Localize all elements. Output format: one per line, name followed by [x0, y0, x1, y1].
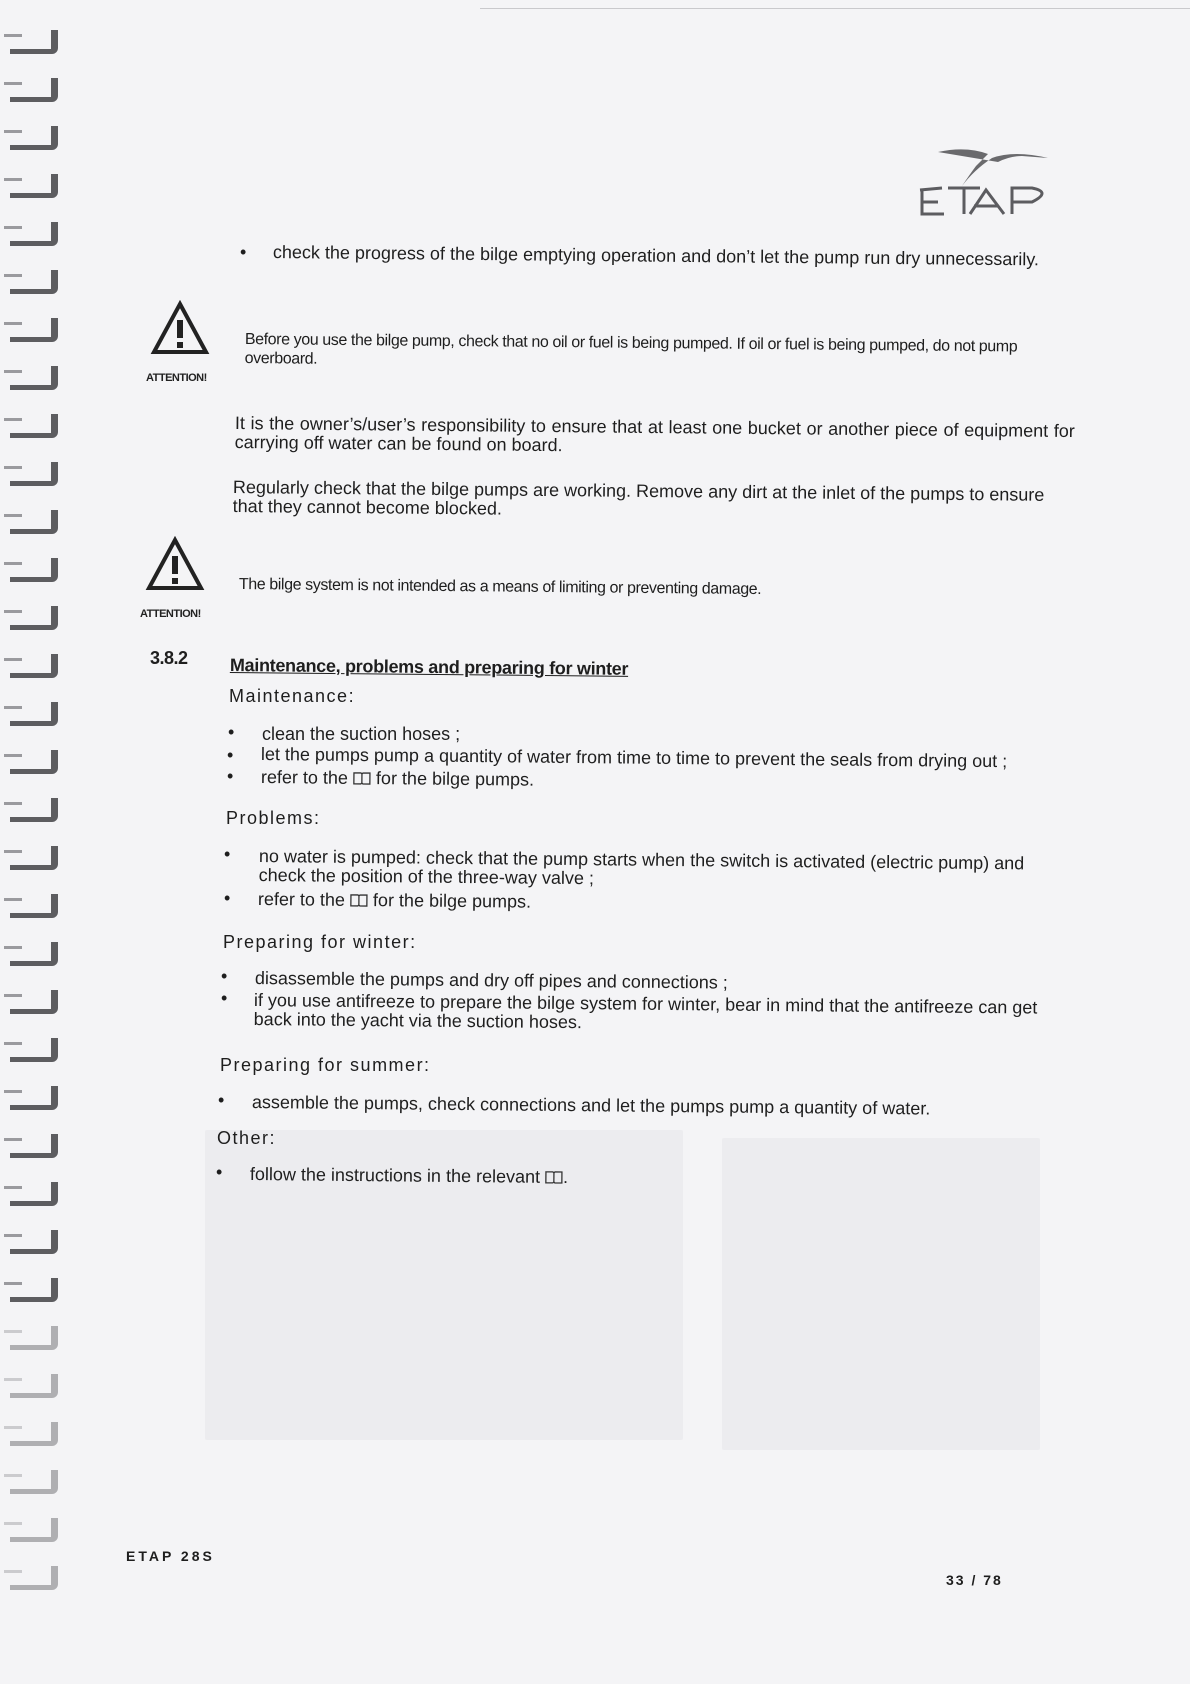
binding-ring: [10, 654, 58, 678]
binding-ring: [10, 990, 58, 1014]
binding-ring: [10, 318, 58, 342]
binding-ring: [10, 846, 58, 870]
check-pumps-paragraph: Regularly check that the bilge pumps are working. Remove any dirt at the inlet of the pumps to ensure that they cannot become blocked.: [232, 477, 1045, 519]
binding-ring: [10, 462, 58, 486]
binding-ring: [10, 942, 58, 966]
binding-ring: [10, 750, 58, 774]
warning-triangle-icon: [145, 536, 205, 592]
bullet-dot: •: [227, 745, 234, 765]
binding-ring: [10, 126, 58, 150]
other-heading: Other:: [217, 1128, 277, 1148]
item-text-post: for the bilge pumps.: [375, 768, 535, 790]
footer-page-number: 33 / 78: [946, 1572, 1003, 1588]
binding-ring: [10, 222, 58, 246]
binding-ring: [10, 174, 58, 198]
footer-model: ETAP 28S: [126, 1548, 215, 1564]
binding-ring: [10, 798, 58, 822]
maintenance-heading: Maintenance:: [229, 686, 356, 706]
binding-ring: [10, 1086, 58, 1110]
attention-label: ATTENTION!: [140, 608, 201, 620]
bullet-dot: •: [221, 988, 228, 1008]
section-number: 3.8.2: [150, 648, 188, 668]
other-item: [250, 1165, 568, 1187]
warning-triangle-icon: [150, 300, 210, 356]
binding-ring: [10, 1230, 58, 1254]
binding-ring: [10, 1278, 58, 1302]
winter-item: disassemble the pumps and dry off pipes and connections ;: [254, 968, 728, 993]
book-icon: [350, 893, 368, 907]
binding-ring: [10, 30, 58, 54]
spiral-binding: [0, 0, 70, 1684]
binding-ring: [10, 606, 58, 630]
maintenance-item: [261, 768, 534, 790]
binding-ring: [10, 78, 58, 102]
bullet-dot: •: [216, 1162, 223, 1182]
bullet-dot: •: [221, 966, 228, 986]
binding-ring: [10, 270, 58, 294]
bleed-through-panel-right: [722, 1138, 1040, 1450]
winter-item: if you use antifreeze to prepare the bilge system for winter, bear in mind that the antifreeze can get back into the yacht via the suction hoses.: [253, 990, 1038, 1033]
problems-heading: Problems:: [226, 808, 321, 828]
problems-item: [258, 890, 531, 912]
book-icon: [545, 1170, 563, 1184]
binding-ring: [10, 1422, 58, 1446]
etap-logo: [918, 140, 1068, 220]
warning1-text: Before you use the bilge pump, check that no oil or fuel is being pumped. If oil or fuel is being pumped, do not pump overboard.: [244, 330, 1018, 368]
binding-ring: [10, 1518, 58, 1542]
binding-ring: [10, 1374, 58, 1398]
binding-ring: [10, 558, 58, 582]
item-text-pre: refer to the: [260, 767, 349, 788]
bullet-dot: •: [224, 844, 231, 864]
item-text-pre: refer to the: [257, 889, 346, 910]
binding-ring: [10, 1182, 58, 1206]
bullet-dot: •: [228, 722, 235, 742]
binding-ring: [10, 1470, 58, 1494]
bullet-dot: •: [240, 242, 247, 262]
book-icon: [353, 771, 371, 785]
item-text-pre: follow the instructions in the relevant: [249, 1164, 541, 1187]
binding-ring: [10, 366, 58, 390]
item-text-post: for the bilge pumps.: [372, 890, 532, 912]
bullet-dot: •: [227, 766, 234, 786]
problems-item: no water is pumped: check that the pump starts when the switch is activated (electric pump) and check the position of the three-way valve ;: [258, 846, 1025, 889]
bullet-dot: •: [218, 1090, 225, 1110]
winter-heading: Preparing for winter:: [223, 932, 417, 952]
section-title: Maintenance, problems and preparing for winter: [229, 655, 629, 679]
intro-bullet-text: check the progress of the bilge emptying operation and don’t let the pump run dry unnecessarily.: [272, 242, 1040, 270]
binding-ring: [10, 894, 58, 918]
summer-item: assemble the pumps, check connections and let the pumps pump a quantity of water.: [251, 1092, 931, 1119]
binding-ring: [10, 510, 58, 534]
binding-ring: [10, 414, 58, 438]
binding-ring: [10, 1134, 58, 1158]
responsibility-paragraph: It is the owner’s/user’s responsibility to ensure that at least one bucket or another piece of equipment for carrying off water can be found on board.: [234, 413, 1075, 456]
summer-heading: Preparing for summer:: [220, 1055, 431, 1075]
binding-ring: [10, 1038, 58, 1062]
bullet-dot: •: [224, 888, 231, 908]
warning2-text: The bilge system is not intended as a means of limiting or preventing damage.: [238, 575, 762, 599]
binding-ring: [10, 1566, 58, 1590]
item-text-post: .: [562, 1167, 569, 1188]
binding-ring: [10, 1326, 58, 1350]
binding-ring: [10, 702, 58, 726]
attention-label: ATTENTION!: [146, 372, 207, 384]
page-top-edge: [480, 8, 1190, 9]
maintenance-item: let the pumps pump a quantity of water from time to time to prevent the seals from drying out ;: [260, 744, 1008, 772]
maintenance-item: clean the suction hoses ;: [262, 724, 461, 744]
